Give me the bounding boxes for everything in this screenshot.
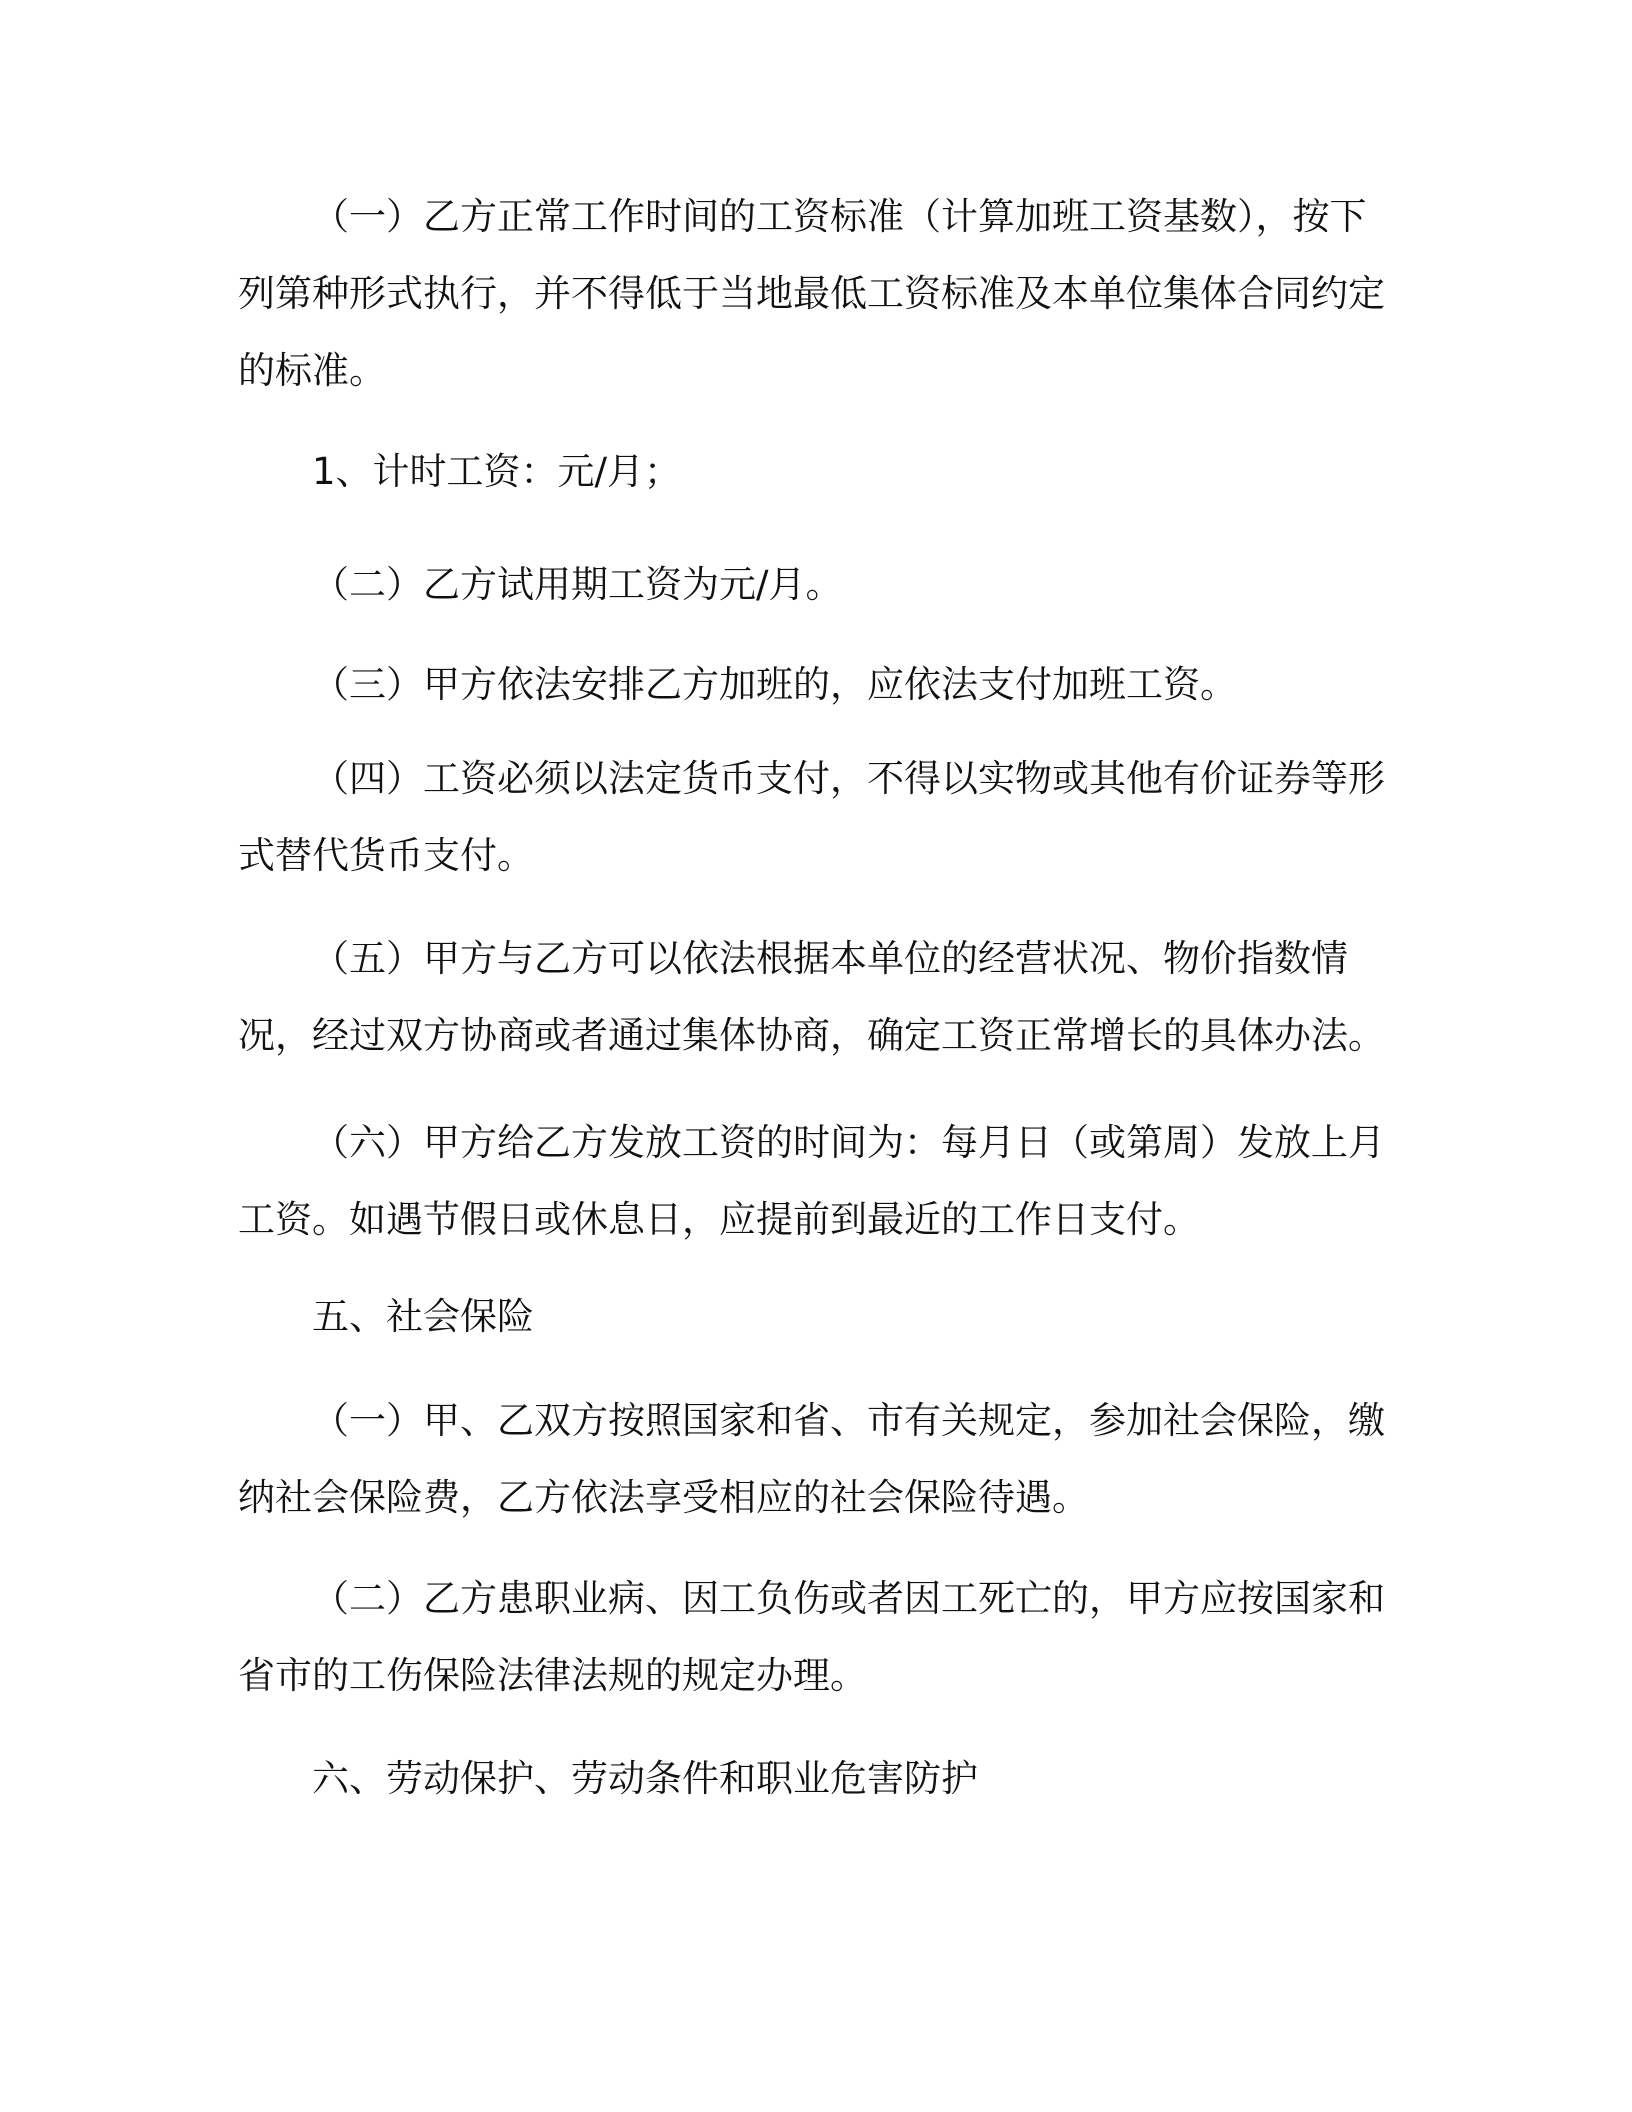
section-heading-social-insurance: 五、社会保险 xyxy=(312,1295,534,1338)
paragraph-wage-standard: （一）乙方正常工作时间的工资标准（计算加班工资基数），按下列第种形式执行，并不得低于当地最低工资标准及本单位集体合同约定的标准。 xyxy=(238,195,1385,392)
paragraph-probation-wage: （二）乙方试用期工资为元/月。 xyxy=(312,563,843,606)
paragraph-work-injury: （二）乙方患职业病、因工负伤或者因工死亡的，甲方应按国家和省市的工伤保险法律法规的规定办理。 xyxy=(238,1577,1385,1697)
paragraph-currency-payment: （四）工资必须以法定货币支付，不得以实物或其他有价证券等形式替代货币支付。 xyxy=(238,757,1385,877)
paragraph-insurance-participation: （一）甲、乙双方按照国家和省、市有关规定，参加社会保险，缴纳社会保险费，乙方依法享受相应的社会保险待遇。 xyxy=(238,1399,1385,1519)
paragraph-hourly-wage: 1、计时工资：元/月； xyxy=(312,450,682,493)
paragraph-wage-growth: （五）甲方与乙方可以依法根据本单位的经营状况、物价指数情况，经过双方协商或者通过集体协商，确定工资正常增长的具体办法。 xyxy=(238,937,1385,1057)
paragraph-pay-date: （六）甲方给乙方发放工资的时间为：每月日（或第周）发放上月工资。如遇节假日或休息日，应提前到最近的工作日支付。 xyxy=(238,1121,1385,1241)
paragraph-overtime-pay: （三）甲方依法安排乙方加班的，应依法支付加班工资。 xyxy=(312,663,1237,706)
section-heading-labor-protection: 六、劳动保护、劳动条件和职业危害防护 xyxy=(312,1757,978,1800)
